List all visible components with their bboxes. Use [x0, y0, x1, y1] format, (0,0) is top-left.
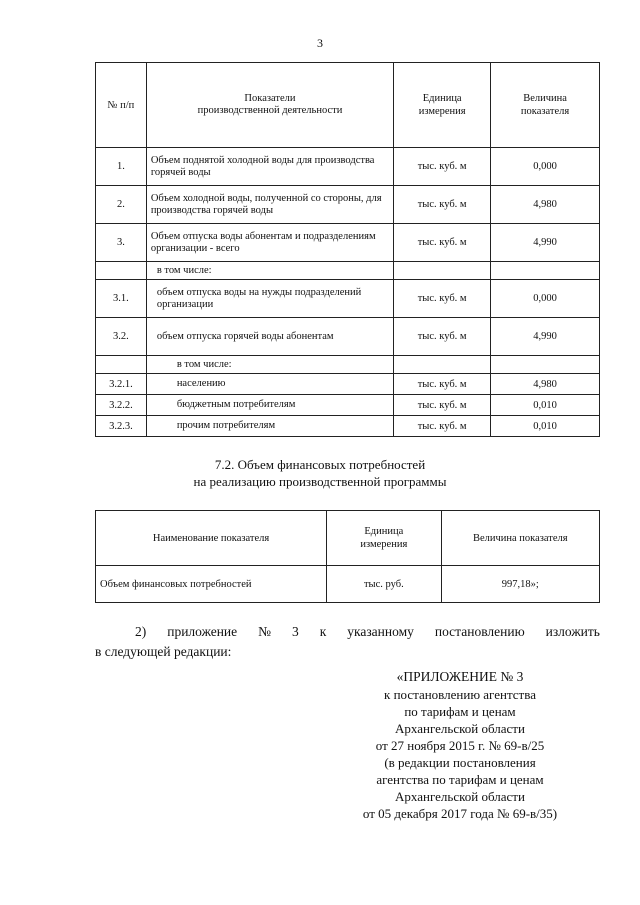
header-unit-line1: Единица	[364, 526, 404, 537]
row-name: Объем холодной воды, полученной со стороны, для производства горячей воды	[146, 186, 393, 224]
table-row	[96, 318, 600, 356]
row-value: 0,000	[491, 148, 600, 186]
paragraph-word: приложение	[167, 624, 238, 639]
paragraph-word: №	[258, 624, 272, 639]
paragraph-word: постановлению	[434, 624, 525, 639]
header-unit-line2: измерения	[360, 539, 408, 550]
table-row	[96, 186, 600, 224]
row-num	[96, 356, 147, 374]
appendix-line: Архангельской области	[395, 789, 525, 804]
table-header-row	[96, 63, 600, 148]
row-num: 1.	[96, 148, 147, 186]
row-unit: тыс. куб. м	[394, 148, 491, 186]
row-unit: тыс. куб. м	[394, 395, 491, 416]
appendix-line: к постановлению агентства	[384, 687, 536, 702]
appendix-line: агентства по тарифам и ценам	[376, 772, 544, 787]
row-value: 0,010	[491, 395, 600, 416]
appendix-block	[330, 668, 590, 822]
row-name: объем отпуска воды на нужды подразделений организации	[146, 280, 393, 318]
row-num: 2.	[96, 186, 147, 224]
appendix-line: Архангельской области	[395, 721, 525, 736]
header-indicator	[146, 63, 393, 148]
table-row	[96, 280, 600, 318]
table-row	[96, 148, 600, 186]
row-unit: тыс. куб. м	[394, 186, 491, 224]
row-unit: тыс. куб. м	[394, 374, 491, 395]
row-num: 3.1.	[96, 280, 147, 318]
row-unit	[394, 356, 491, 374]
row-value: 4,990	[491, 224, 600, 262]
section-title	[0, 456, 640, 490]
paragraph-word: указанному	[347, 624, 414, 639]
row-name: в том числе:	[146, 262, 393, 280]
appendix-line: (в редакции постановления	[384, 755, 536, 770]
row-num: 3.2.1.	[96, 374, 147, 395]
table-row	[96, 356, 600, 374]
row-value: 0,000	[491, 280, 600, 318]
row-name: населению	[146, 374, 393, 395]
header-indicator-line1: Показатели	[244, 93, 296, 104]
table-row	[96, 395, 600, 416]
row-name: прочим потребителям	[146, 416, 393, 437]
header-value-line2: показателя	[520, 106, 570, 117]
row-num: 3.2.2.	[96, 395, 147, 416]
appendix-line: «ПРИЛОЖЕНИЕ № 3	[396, 669, 524, 684]
section-title-line2: на реализацию производственной программы	[193, 474, 447, 489]
paragraph-line2: в следующей редакции:	[95, 644, 232, 659]
header-value-line1: Величина	[523, 93, 567, 104]
row-unit: тыс. куб. м	[394, 318, 491, 356]
row-name: Объем поднятой холодной воды для производства горячей воды	[146, 148, 393, 186]
row-num: 3.	[96, 224, 147, 262]
table-row	[96, 566, 600, 603]
header-num: № п/п	[96, 63, 147, 148]
production-indicators-table	[95, 62, 600, 437]
row-num	[96, 262, 147, 280]
paragraph-word: 2)	[135, 624, 147, 639]
page-number: 3	[317, 36, 323, 50]
row-unit: тыс. куб. м	[394, 224, 491, 262]
row-name: бюджетным потребителям	[146, 395, 393, 416]
row-unit: тыс. руб.	[327, 566, 441, 603]
header-unit	[327, 511, 441, 566]
row-value	[491, 356, 600, 374]
row-name: Объем финансовых потребностей	[96, 566, 327, 603]
row-unit: тыс. куб. м	[394, 280, 491, 318]
financial-needs-table	[95, 510, 600, 603]
row-unit	[394, 262, 491, 280]
row-value: 997,18»;	[441, 566, 599, 603]
row-value	[491, 262, 600, 280]
appendix-line: от 27 ноября 2015 г. № 69-в/25	[375, 738, 545, 753]
row-value: 4,980	[491, 186, 600, 224]
paragraph-word: изложить	[545, 624, 600, 639]
row-name: в том числе:	[146, 356, 393, 374]
table-row	[96, 416, 600, 437]
header-value: Величина показателя	[441, 511, 599, 566]
row-value: 4,980	[491, 374, 600, 395]
row-unit: тыс. куб. м	[394, 416, 491, 437]
paragraph-line1	[95, 622, 600, 642]
row-name: объем отпуска горячей воды абонентам	[146, 318, 393, 356]
row-value: 4,990	[491, 318, 600, 356]
paragraph-word: к	[319, 624, 327, 639]
table-header-row	[96, 511, 600, 566]
table-row	[96, 374, 600, 395]
row-value: 0,010	[491, 416, 600, 437]
row-num: 3.2.3.	[96, 416, 147, 437]
header-unit-line2: измерения	[418, 106, 466, 117]
body-paragraph	[95, 622, 600, 662]
table-row	[96, 262, 600, 280]
appendix-line: по тарифам и ценам	[404, 704, 516, 719]
table-row	[96, 224, 600, 262]
appendix-line: от 05 декабря 2017 года № 69-в/35)	[362, 806, 558, 821]
row-name: Объем отпуска воды абонентам и подразделениям организации - всего	[146, 224, 393, 262]
header-unit	[394, 63, 491, 148]
header-indicator-line2: производственной деятельности	[197, 105, 343, 116]
section-title-line1: 7.2. Объем финансовых потребностей	[214, 457, 426, 472]
header-name: Наименование показателя	[96, 511, 327, 566]
paragraph-word: 3	[291, 624, 299, 639]
header-value	[491, 63, 600, 148]
header-unit-line1: Единица	[422, 93, 462, 104]
row-num: 3.2.	[96, 318, 147, 356]
